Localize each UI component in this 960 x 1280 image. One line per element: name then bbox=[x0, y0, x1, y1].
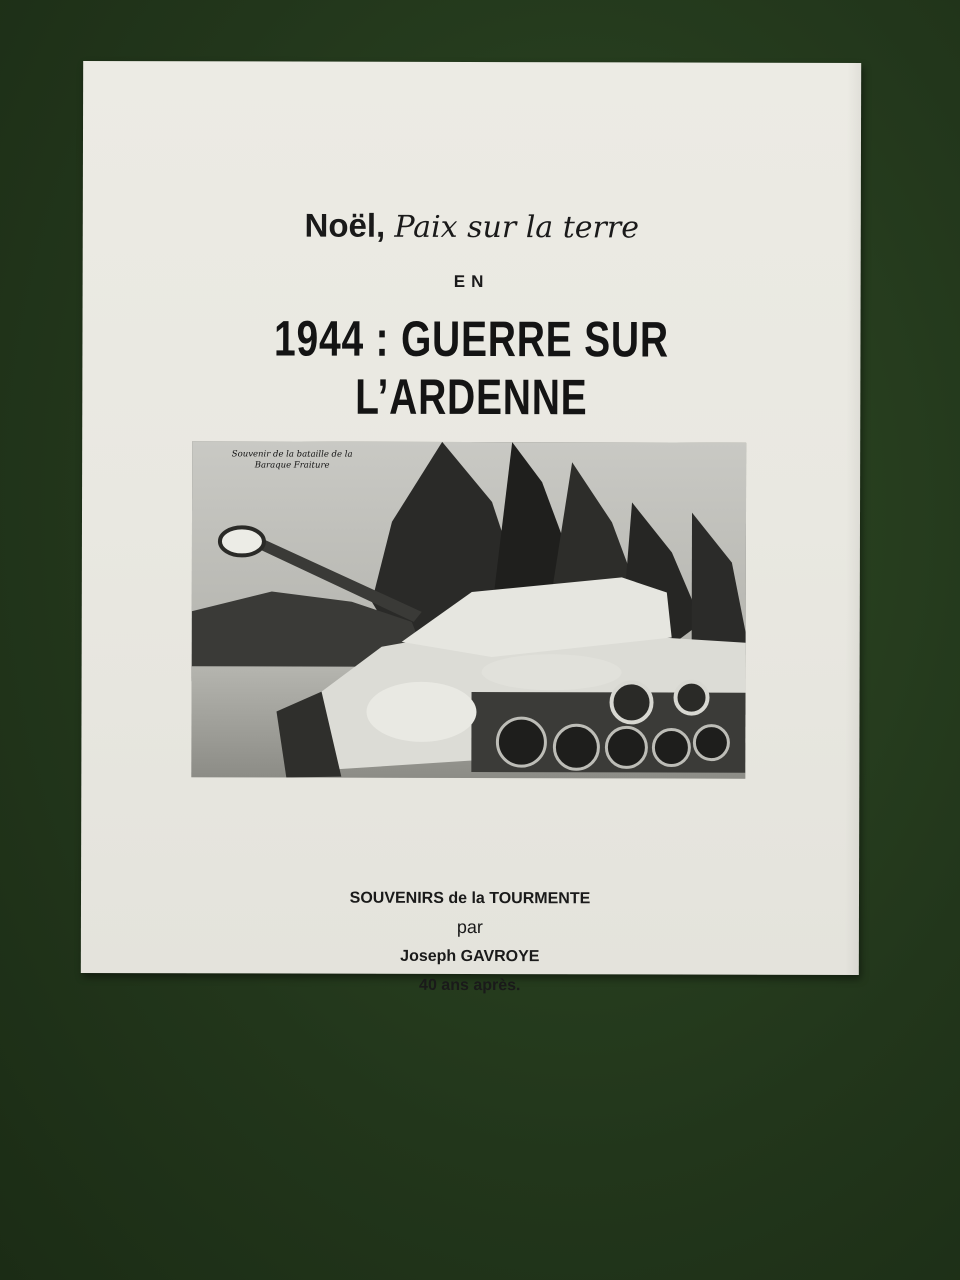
cover-edge-shade bbox=[845, 63, 861, 975]
photo-caption bbox=[192, 449, 392, 472]
cover-subtitle bbox=[83, 206, 861, 246]
credits-subtitle: SOUVENIRS de la TOURMENTE bbox=[349, 889, 591, 908]
caption-line-2: Baraque Fraiture bbox=[254, 460, 330, 471]
caption-line-1: Souvenir de la bataille de la bbox=[231, 449, 353, 460]
title-en: EN bbox=[453, 271, 490, 292]
tank-photo-image bbox=[191, 441, 746, 778]
title-prefix: Noël, bbox=[304, 206, 386, 244]
title-script: Paix sur la terre bbox=[394, 209, 640, 246]
credits bbox=[81, 883, 859, 1001]
booklet-cover bbox=[81, 61, 861, 995]
credits-years: 40 ans après. bbox=[419, 976, 521, 995]
tank-photo bbox=[191, 441, 746, 778]
author-name: Joseph GAVROYE bbox=[400, 947, 540, 966]
credits-par: par bbox=[456, 916, 483, 938]
cover-title: 1944 : GUERRE SUR L’ARDENNE bbox=[274, 310, 669, 426]
